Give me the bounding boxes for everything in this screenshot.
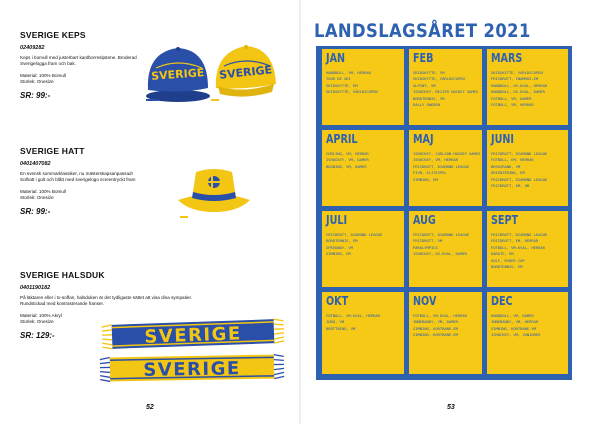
- month-juli: [322, 211, 404, 287]
- calendar-grid: [322, 49, 568, 374]
- event: HANDBOLL, OS-KVAL, DAMER: [491, 89, 545, 95]
- product-size: Storlek: Onesize: [20, 319, 54, 324]
- event: BERGSRAND, VM: [491, 163, 521, 169]
- month-events: [326, 313, 402, 332]
- month-events: [326, 70, 402, 96]
- event: SIMNING, KORTBANE-EM: [413, 332, 458, 338]
- event: FRIIDROTT, DIAMOND LEAGUE: [491, 232, 548, 237]
- product-code: 0401190182: [20, 285, 51, 291]
- event: ISHOCKEY, VM, JUNIORER: [491, 332, 541, 338]
- event: PARALYMPICS: [413, 244, 438, 250]
- month-name: JUNI: [491, 132, 514, 146]
- event: SPEEDWAY, VM: [326, 244, 353, 250]
- event: SKIDSKYTTE, VÄRLDSCUPEN: [413, 76, 465, 82]
- event: BRÖTTNING, VM: [326, 325, 356, 331]
- event: CURLING, VM, HERRAR: [326, 151, 369, 156]
- month-name: JAN: [326, 51, 346, 65]
- event: FOTBOLL, VM-KVAL, HERRAR: [413, 313, 467, 318]
- product-price: SR: 129:-: [20, 331, 55, 340]
- product-description: Keps i bomull med justerbart kardborreslpänne. Broderad Sverigelogga fram och bak.: [20, 55, 137, 66]
- product-material: Material: 100% Bomull: [20, 189, 66, 194]
- color-swatch-blue: [146, 99, 158, 101]
- product-description: På läktaren eller i tv-soffan, halsduken är det tydligaste sättet att visa dina sympatier. Rundstickad med kontrasterande franser.: [20, 295, 193, 306]
- month-april: [322, 130, 404, 206]
- event: ISHOCKEY, OS-KVAL, DAMER: [413, 251, 467, 257]
- event: FIVB, ELITESPEL: [413, 170, 447, 176]
- event: FOTBOLL, VM-KVAL, HERRAR: [326, 313, 380, 318]
- event: SIMNING, KORTBANE-VM: [491, 325, 536, 331]
- month-events: [413, 70, 480, 108]
- event: FRIIDROTT, DIAMOND LEAGUE: [413, 163, 470, 169]
- event: SIMNING, EM: [326, 251, 351, 257]
- event: RALLY SWEDEN: [413, 102, 440, 108]
- event: BORDTENNIS, EM: [326, 238, 358, 244]
- page-gutter: [299, 0, 301, 424]
- month-dec: [487, 292, 568, 374]
- cap-logo-text: SVERIGE: [218, 63, 273, 82]
- event: HANDBOLL, OS-KVAL, HERRAR: [491, 82, 548, 88]
- product-title: SVERIGE HATT: [20, 146, 85, 156]
- month-name: NOV: [413, 294, 437, 308]
- event: FRIIDROTT, DIAMOND LEAGUE: [413, 232, 470, 237]
- event: FRIIDROTT, VM: [413, 238, 443, 244]
- month-name: JULI: [326, 213, 348, 227]
- product-title: SVERIGE KEPS: [20, 30, 86, 40]
- event: FRIIDROTT, EM, HERRAR: [491, 238, 539, 244]
- month-events: [413, 313, 480, 339]
- event: SKIDSKYTTE, VÄRLDSCUPEN: [326, 89, 378, 95]
- product-code: 02409282: [20, 45, 45, 51]
- product-code: 0401407082: [20, 161, 51, 167]
- month-mars: [487, 49, 568, 125]
- month-events: [491, 151, 566, 189]
- month-okt: [322, 292, 404, 374]
- month-nov: [409, 292, 482, 374]
- product-price: SR: 99:-: [20, 207, 51, 216]
- event: ISHOCKEY, VM, DAMER: [326, 157, 369, 163]
- event: ALPINT, VM: [413, 82, 436, 88]
- month-events: [491, 313, 566, 339]
- color-swatch-yellow: [180, 216, 188, 218]
- event: ISHOCKEY, VM, HERRAR: [413, 157, 458, 163]
- month-events: [491, 70, 566, 108]
- month-name: AUG: [413, 213, 436, 227]
- event: HANDBOLL, VM, DAMER: [491, 313, 534, 318]
- event: GOLF, RYDER CUP: [491, 257, 525, 263]
- scarves-image: [98, 318, 288, 388]
- scarf-text: SVERIGE: [144, 323, 243, 348]
- event: BORDTENNIS, EM: [491, 264, 523, 270]
- event: FRIIDROTT, DIAMOND LEAGUE: [491, 151, 548, 156]
- month-name: OKT: [326, 294, 349, 308]
- product-description: En svensk sommarklassiker, nu mästerskapsanpassad! Solhatt i gult och blått med sverigelogo screentryckt fram: [20, 171, 136, 182]
- month-juni: [487, 130, 568, 206]
- event: INNEBANDY, VM, HERRAR: [491, 319, 539, 325]
- event: SIMNING, KORTBANE-EM: [413, 325, 458, 331]
- event: FOTBOLL, VM, DAMER: [491, 95, 532, 101]
- event: ISHOCKEY, BEIJER HOCKEY GAMES: [413, 89, 479, 95]
- caps-image: [142, 38, 280, 106]
- event: BORDTENNIS, VM: [413, 95, 445, 101]
- month-events: [326, 232, 402, 258]
- event: SKIDSKYTTE, VÄRLDSCUPEN: [491, 70, 543, 75]
- event: HANDBOLL, VM, HERRAR: [326, 70, 371, 75]
- event: FRIIDROTT, EM, OM: [491, 183, 530, 189]
- month-sept: [487, 211, 568, 287]
- product-title: SVERIGE HALSDUK: [20, 270, 105, 280]
- month-events: [413, 232, 480, 258]
- calendar-title: LANDSLAGSÅRET 2021: [314, 20, 531, 42]
- product-price: SR: 99:-: [20, 91, 51, 100]
- event: ISHOCKEY, CARLSON HOCKEY GAMES: [413, 151, 481, 156]
- month-name: SEPT: [491, 213, 519, 227]
- month-maj: [409, 130, 482, 206]
- event: FOTBOLL, VM-KVAL, HERRAR: [491, 244, 545, 250]
- bucket-hat-image: [176, 162, 252, 216]
- event: SKIDSKYTTE, EM: [326, 82, 358, 88]
- color-swatch-yellow: [211, 99, 219, 101]
- month-jan: [322, 49, 404, 125]
- event: BOXNING, VM, DAMER: [326, 163, 367, 169]
- event: TOUR DE SKI: [326, 76, 351, 82]
- event: SKIDSKYTTE, VM: [413, 70, 445, 75]
- cap-logo-text: SVERIGE: [150, 66, 205, 83]
- product-material: Material: 100% Bomull: [20, 73, 66, 78]
- page-number: 52: [146, 404, 154, 411]
- month-feb: [409, 49, 482, 125]
- month-name: APRIL: [326, 132, 358, 146]
- event: ORIENTERING, EM: [491, 170, 525, 176]
- month-aug: [409, 211, 482, 287]
- month-name: MARS: [491, 51, 523, 65]
- month-name: MAJ: [413, 132, 434, 146]
- event: FRIIDROTT, DIAMOND LEAGUE: [491, 176, 548, 182]
- event: FOTBOLL, EM, HERRAR: [491, 157, 534, 163]
- event: FOTBOLL, VM, HERRAR: [491, 102, 534, 108]
- month-events: [413, 151, 480, 183]
- event: FRIIDROTT, INOMHUS-EM: [491, 76, 539, 82]
- scarf-text: SVERIGE: [143, 358, 241, 381]
- event: KARATE, EM: [491, 251, 514, 257]
- month-events: [326, 151, 402, 170]
- event: FRIIDROTT, DIAMOND LEAGUE: [326, 232, 383, 237]
- product-material: Material: 100% Akryl: [20, 313, 62, 318]
- product-size: Storlek: Onesize: [20, 195, 54, 200]
- page-number: 53: [447, 404, 455, 411]
- month-name: FEB: [413, 51, 434, 65]
- event: JUDO, VM: [326, 319, 344, 325]
- product-size: Storlek: Onesize: [20, 79, 54, 84]
- event: INNEBANDY, VM, DAMER: [413, 319, 458, 325]
- month-events: [491, 232, 566, 270]
- month-name: DEC: [491, 294, 513, 308]
- event: SIMNING, EM: [413, 176, 438, 182]
